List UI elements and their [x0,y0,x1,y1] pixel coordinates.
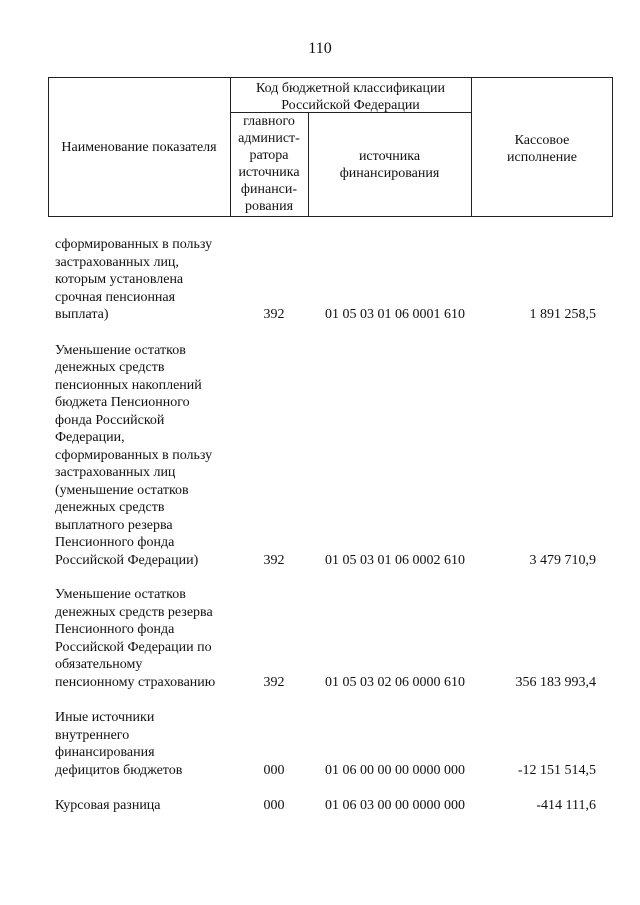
row-name [55,797,233,815]
row-name-line: Пенсионного фонда [55,622,175,637]
page-number: 110 [308,40,332,57]
row-name-line: которым установлена [55,272,184,287]
header-execution-line: Кассовое [514,133,570,148]
table-row [55,586,600,691]
row-admin-code: 392 [263,307,285,322]
table-body [55,236,600,815]
row-name-line: срочная пенсионная [55,289,176,305]
header-code-line: Российской Федерации [281,98,420,113]
header-source [308,148,471,182]
row-execution-value: -12 151 514,5 [517,762,596,778]
row-name-line: застрахованных лиц, [55,254,179,270]
header-admin [230,113,308,215]
row-name-line: Уменьшение остатков [55,587,186,602]
row-name-line: дефицитов бюджетов [55,762,183,778]
table-row [55,342,600,570]
table-row [55,797,600,815]
row-source-code: 01 05 03 01 06 0002 610 [325,552,465,568]
row-name [55,586,233,691]
row-name [55,709,233,779]
row-name-line: обязательному [55,657,143,672]
header-code-group [230,80,471,114]
row-name-line: Российской Федерации по [55,639,212,655]
row-source-code: 01 05 03 02 06 0000 610 [325,674,465,690]
table-row [55,709,600,779]
row-name [55,342,233,570]
row-name-line: выплата) [55,307,109,322]
header-execution [471,132,613,166]
row-name-line: Пенсионного фонда [55,535,175,550]
row-admin-code: 392 [263,674,285,690]
header-name: Наименование показателя [61,140,217,155]
row-execution-value: 1 891 258,5 [529,307,596,322]
row-name-line: Федерации, [55,430,125,445]
header-code-line: Код бюджетной классификации [256,81,445,96]
row-name-line: (уменьшение остатков [55,482,189,498]
row-name-line: Российской Федерации) [55,552,199,568]
header-admin-line: главного [243,114,295,129]
header-source-line: финансирования [339,166,440,181]
row-admin-code: 000 [263,762,285,778]
header-admin-line: источника [238,165,300,180]
row-execution-value: -414 111,6 [536,798,596,813]
header-admin-line: рования [244,199,294,214]
table-header [48,77,613,217]
header-admin-line: админист- [238,131,300,146]
row-admin-code: 392 [263,552,285,568]
row-source-code: 01 05 03 01 06 0001 610 [325,307,465,322]
row-name-line: денежных средств резерва [55,604,213,620]
row-name-line: сформированных в пользу [55,237,213,252]
row-name-line: выплатного резерва [55,517,173,533]
row-name-line: сформированных в пользу [55,447,213,463]
row-source-code: 01 06 00 00 00 0000 000 [325,762,465,778]
row-name-line: Уменьшение остатков [55,342,186,358]
header-execution-line: исполнение [507,150,577,165]
table-row [55,236,600,324]
row-name-line: застрахованных лиц [55,465,176,480]
row-name-line: денежных средств [55,500,165,515]
row-name-line: Курсовая разница [55,798,161,813]
row-name-line: внутреннего [55,727,130,743]
row-name-line: Иные источники [55,710,155,725]
row-name-line: бюджета Пенсионного [55,395,190,410]
row-execution-value: 356 183 993,4 [515,674,596,690]
row-name-line: финансирования [55,745,155,760]
row-execution-value: 3 479 710,9 [529,552,596,568]
row-source-code: 01 06 03 00 00 0000 000 [325,798,465,813]
row-name [55,236,233,324]
row-name-line: пенсионному страхованию [55,674,216,690]
row-name-line: фонда Российской [55,412,165,428]
row-admin-code: 000 [263,798,285,813]
row-name-line: денежных средств [55,360,165,375]
header-admin-line: ратора [249,148,289,163]
row-name-line: пенсионных накоплений [55,377,202,393]
header-admin-line: финанси- [240,182,298,197]
header-source-line: источника [358,149,421,164]
